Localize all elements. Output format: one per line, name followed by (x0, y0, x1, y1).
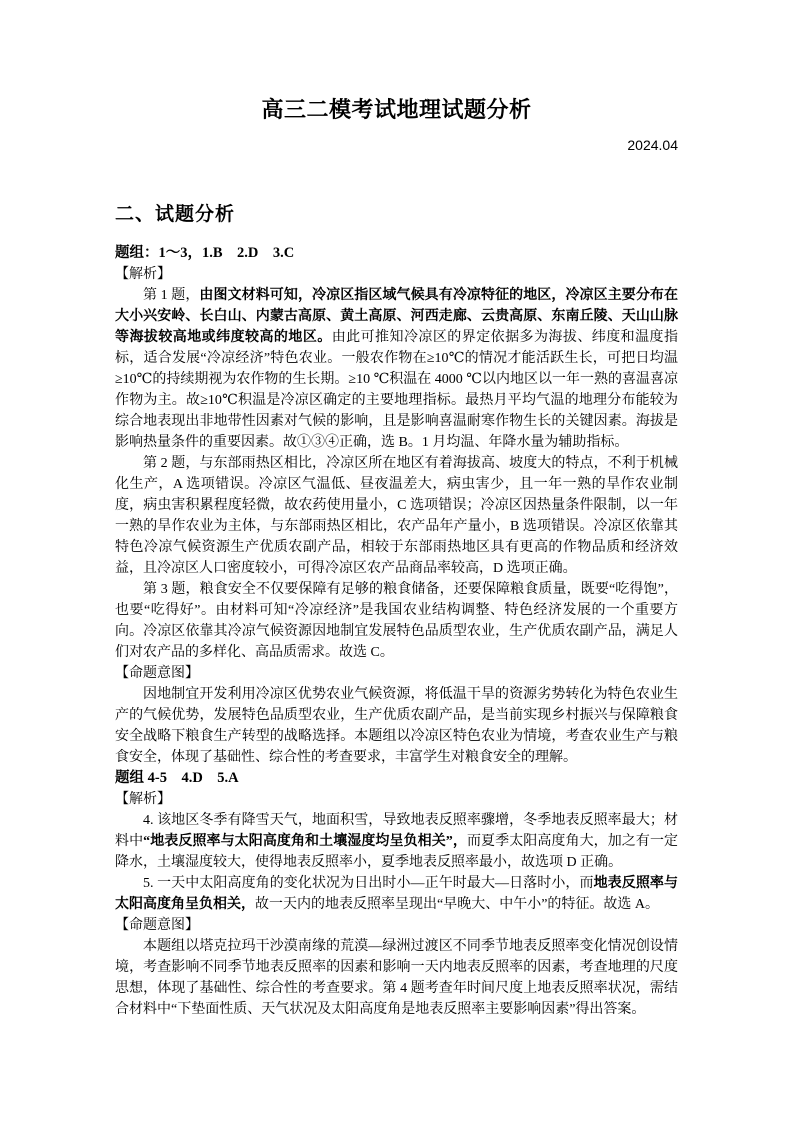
text-run-bold: “地表反照率与太阳高度角和土壤湿度均呈负相关”， (143, 834, 467, 849)
text-run: 4. 该地区冬季有降雪天气，地面积雪，导致地表反照率骤增，冬季地表反照率最大；材料中 (115, 813, 678, 849)
section-heading: 二、试题分析 (115, 204, 236, 225)
group2-analysis-label: 【解析】 (115, 792, 171, 807)
group2-intent-label: 【命题意图】 (115, 918, 199, 933)
document-title: 高三二模考试地理试题分析 (261, 97, 532, 122)
text-run: 故一天内的地表反照率呈现出“早晚大、中午小”的特征。故选 A。 (255, 897, 660, 912)
group2-intent-text: 本题组以塔克拉玛干沙漠南缘的荒漠—绿洲过渡区不同季节地表反照率变化情况创设情境，考查影响不同季节地表反照率的因素和影响一天内地表反照率的因素，考查地理的尺度思想，体现了基础性、综合性的考查要求。第 4 题考查年时间尺度上地表反照率状况，需结合材料中“下垫面性质、天气状况及太阳高度角是地表反照率主要影响因素”得出答案。 (115, 939, 678, 1017)
text-run: 5. 一天中太阳高度角的变化状况为日出时小—正午时最大—日落时小，而 (143, 876, 594, 891)
group2-header: 题组 4-5 4.D 5.A (115, 770, 239, 786)
text-run: 由此可推知冷凉区的界定依据多为海拔、纬度和温度指标，适合发展“冷凉经济”特色农业。一般农作物在≥10℃的情况才能活跃生长，可把日均温≥10℃的持续期视为农作物的生长期。≥10 ℃积温在 4000 ℃以内地区以一年一熟的喜温喜凉作物为主。故≥10℃积温是冷凉区确定的主要地理指标。最热月平均气温的地理分布能较为综合地表现出非地带性因素对气候的影响，且是影响喜温耐寒作物生长的关键因素。海拔是影响热量条件的重要因素。故①③④正确，选 B。1 月均温、年降水量为辅助指标。 (115, 330, 679, 450)
group1-question3-analysis: 第 3 题，粮食安全不仅要保障有足够的粮食储备，还要保障粮食质量，既要“吃得饱”，也要“吃得好”。由材料可知“冷凉经济”是我国农业结构调整、特色经济发展的一个重要方向。冷凉区依靠其冷凉气候资源因地制宜发展特色品质型农业，生产优质农副产品，满足人们对农产品的多样化、高品质需求。故选 C。 (115, 582, 678, 660)
group2-question5-analysis (115, 873, 678, 915)
group1-question1-analysis (115, 285, 678, 453)
group1-analysis-label: 【解析】 (115, 267, 171, 282)
text-run: 而夏季太阳高度角大，加之有一定降水，土壤湿度较大，使得地表反照率小，夏季地表反照率最小，故选项 D 正确。 (115, 834, 679, 870)
group1-question2-analysis: 第 2 题，与东部雨热区相比，冷凉区所在地区有着海拔高、坡度大的特点，不利于机械化生产，A 选项错误。冷凉区气温低、昼夜温差大，病虫害少，且一年一熟的旱作农业制度，病虫害积累程度轻微，故农药使用量小，C 选项错误；冷凉区因热量条件限制，以一年一熟的旱作农业为主体，与东部雨热区相比，农产品年产量小，B 选项错误。冷凉区依靠其特色冷凉气候资源生产优质农副产品，相较于东部雨热地区具有更高的作物品质和经济效益，且冷凉区人口密度较小，可得冷凉区农产品商品率较高，D 选项正确。 (115, 456, 678, 576)
document-date: 2024.04 (627, 137, 678, 153)
group2-question4-analysis (115, 810, 678, 873)
group1-intent-text: 因地制宜开发利用冷凉区优势农业气候资源，将低温干旱的资源劣势转化为特色农业生产的气候优势，发展特色品质型农业，生产优质农副产品，是当前实现乡村振兴与保障粮食安全战略下粮食生产转型的战略选择。本题组以冷凉区特色农业为情境，考查农业生产与粮食安全，体现了基础性、综合性的考查要求，丰富学生对粮食安全的理解。 (115, 687, 678, 765)
text-run-bold: 由图文材料可知，冷凉区指区域气候具有冷凉特征的地区，冷凉区主要分布在大小兴安岭、长白山、内蒙古高原、黄土高原、河西走廊、云贵高原、东南丘陵、天山山脉等海拔较高地或纬度较高的地区。 (115, 288, 679, 345)
group1-intent-label: 【命题意图】 (115, 666, 199, 681)
text-run-bold: 地表反照率与太阳高度角呈负相关， (115, 876, 678, 912)
group1-header: 题组：1～3，1.B 2.D 3.C (115, 245, 295, 261)
document-body (115, 243, 678, 1020)
text-run: 第 1 题， (143, 288, 200, 303)
